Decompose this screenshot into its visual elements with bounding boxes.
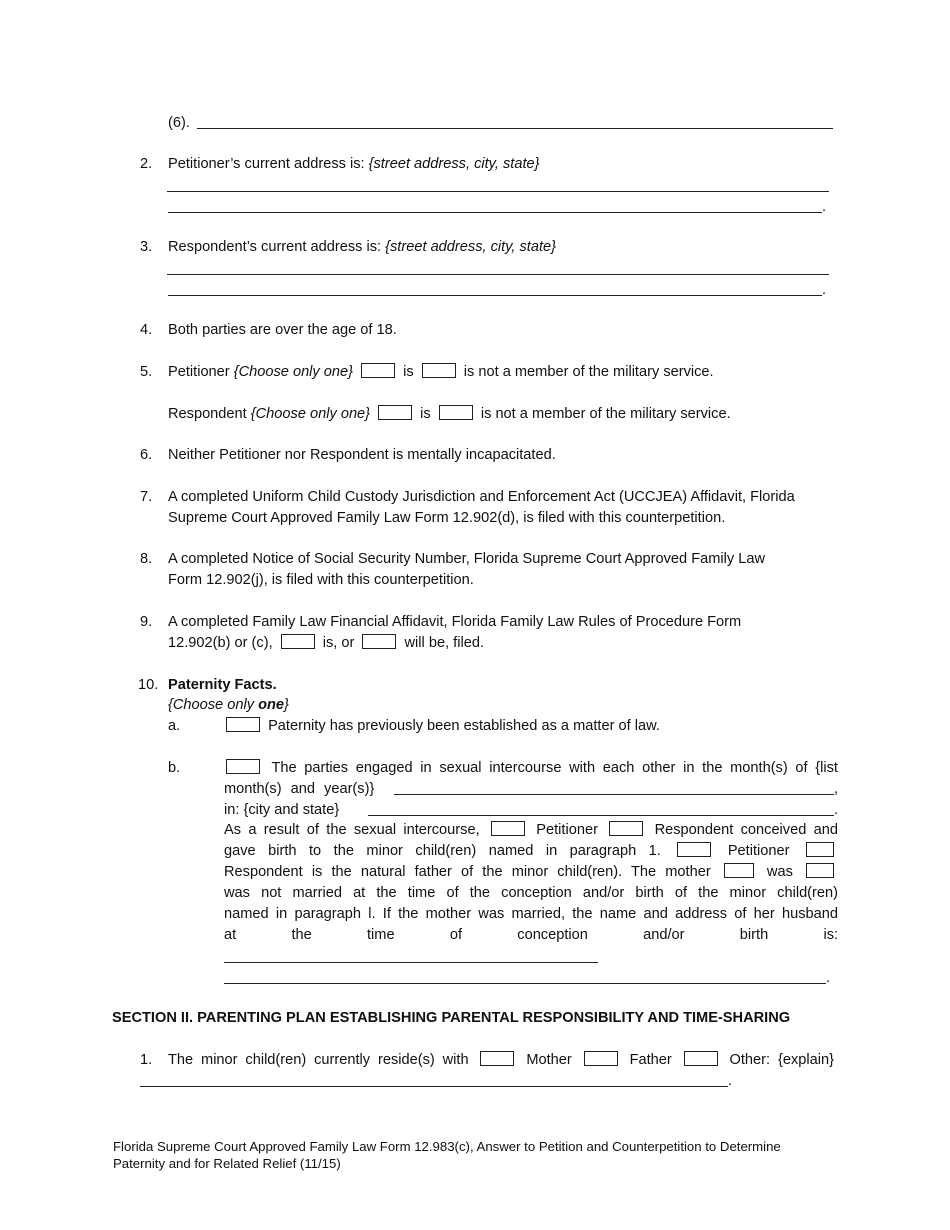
husband-info-line-1[interactable] bbox=[224, 962, 598, 963]
item-6-text: Neither Petitioner nor Respondent is mentally incapacitated. bbox=[168, 447, 556, 463]
petitioner-address-line-1[interactable] bbox=[167, 191, 829, 192]
item-7-line-2: Supreme Court Approved Family Law Form 12.902(d), is filed with this counterpetition. bbox=[168, 510, 726, 526]
item-4-text: Both parties are over the age of 18. bbox=[168, 322, 397, 338]
section-2-heading: SECTION II. PARENTING PLAN ESTABLISHING PARENTAL RESPONSIBILITY AND TIME-SHARING bbox=[112, 1010, 791, 1026]
section-2-item-1-row: The minor child(ren) currently reside(s) with Mother Father Other: {explain} bbox=[168, 1052, 834, 1068]
item-6-number: 6. bbox=[140, 447, 153, 463]
item-5-petitioner-row: Petitioner {Choose only one} is is not a member of the military service. bbox=[168, 364, 714, 380]
item-6-label: (6). bbox=[168, 115, 190, 131]
item-3-text: Respondent’s current address is: {street address, city, state} bbox=[168, 239, 557, 255]
reside-with-other-checkbox[interactable] bbox=[684, 1051, 718, 1066]
father-respondent-checkbox[interactable] bbox=[806, 842, 834, 857]
months-years-line[interactable] bbox=[394, 794, 834, 795]
item-8-line-2: Form 12.902(j), is filed with this counterpetition. bbox=[168, 572, 474, 588]
item-8-line-1: A completed Notice of Social Security Number, Florida Supreme Court Approved Family Law bbox=[168, 551, 765, 567]
item-10a-label: a. bbox=[168, 718, 181, 734]
period: . bbox=[834, 802, 839, 818]
conceived-petitioner-checkbox[interactable] bbox=[491, 821, 525, 836]
respondent-is-military-checkbox[interactable] bbox=[378, 405, 412, 420]
item-10b-line-9: at the time of conception and/or birth is: bbox=[224, 927, 839, 943]
footer-line-2: Paternity and for Related Relief (11/15) bbox=[113, 1156, 341, 1171]
item-3-number: 3. bbox=[140, 239, 153, 255]
choose-only-one-note: {Choose only one} bbox=[168, 697, 289, 713]
sexual-intercourse-checkbox[interactable] bbox=[226, 759, 260, 774]
financial-affidavit-is-filed-checkbox[interactable] bbox=[281, 634, 315, 649]
item-10b-line-7: was not married at the time of the conception and/or birth of the minor child(ren) bbox=[224, 885, 838, 901]
father-petitioner-checkbox[interactable] bbox=[677, 842, 711, 857]
mother-was-checkbox[interactable] bbox=[724, 863, 754, 878]
item-9-line-2: 12.902(b) or (c), is, or will be, filed. bbox=[168, 635, 485, 651]
item-7-number: 7. bbox=[140, 489, 153, 505]
footer-line-1: Florida Supreme Court Approved Family Law Form 12.983(c), Answer to Petition and Counterpetition to Determine bbox=[113, 1139, 781, 1154]
item-6-line[interactable] bbox=[197, 128, 833, 129]
section-2-item-1-number: 1. bbox=[140, 1052, 153, 1068]
item-2-text: Petitioner’s current address is: {street address, city, state} bbox=[168, 156, 540, 172]
item-4-number: 4. bbox=[140, 322, 153, 338]
period: . bbox=[822, 199, 827, 215]
item-9-line-1: A completed Family Law Financial Affidavit, Florida Family Law Rules of Procedure Form bbox=[168, 614, 742, 630]
period: . bbox=[826, 970, 831, 986]
item-5-respondent-row: Respondent {Choose only one} is is not a member of the military service. bbox=[168, 406, 731, 422]
reside-explain-line[interactable] bbox=[140, 1086, 728, 1087]
item-10b-line-5: gave birth to the minor child(ren) named in paragraph 1. Petitioner bbox=[224, 841, 838, 862]
reside-with-father-checkbox[interactable] bbox=[584, 1051, 618, 1066]
period: . bbox=[822, 282, 827, 298]
comma: , bbox=[834, 781, 839, 797]
item-10b-line-4: As a result of the sexual intercourse, Petitioner Respondent conceived and bbox=[224, 822, 838, 838]
item-7-line-1: A completed Uniform Child Custody Jurisdiction and Enforcement Act (UCCJEA) Affidavit, Florida bbox=[168, 489, 795, 505]
item-10b-label: b. bbox=[168, 760, 181, 776]
mother-was-not-checkbox[interactable] bbox=[806, 863, 834, 878]
item-10-number: 10. bbox=[138, 677, 159, 693]
item-10b-line-8: named in paragraph l. If the mother was married, the name and address of her husband bbox=[224, 906, 838, 922]
item-10b-line-6: Respondent is the natural father of the minor child(ren). The mother was bbox=[224, 862, 838, 883]
item-2-number: 2. bbox=[140, 156, 153, 172]
petitioner-is-military-checkbox[interactable] bbox=[361, 363, 395, 378]
reside-with-mother-checkbox[interactable] bbox=[480, 1051, 514, 1066]
paternity-established-checkbox[interactable] bbox=[226, 717, 260, 732]
item-9-number: 9. bbox=[140, 614, 153, 630]
item-5-number: 5. bbox=[140, 364, 153, 380]
husband-info-line-2[interactable] bbox=[224, 983, 826, 984]
respondent-address-line-1[interactable] bbox=[167, 274, 829, 275]
petitioner-not-military-checkbox[interactable] bbox=[422, 363, 456, 378]
paternity-facts-heading: Paternity Facts. bbox=[168, 677, 277, 693]
petitioner-address-line-2[interactable] bbox=[168, 212, 822, 213]
financial-affidavit-will-be-filed-checkbox[interactable] bbox=[362, 634, 396, 649]
conceived-respondent-checkbox[interactable] bbox=[609, 821, 643, 836]
item-10b-line-2: month(s) and year(s)} bbox=[224, 781, 375, 797]
respondent-address-line-2[interactable] bbox=[168, 295, 822, 296]
respondent-not-military-checkbox[interactable] bbox=[439, 405, 473, 420]
item-10a-row: Paternity has previously been established as a matter of law. bbox=[224, 716, 660, 736]
item-8-number: 8. bbox=[140, 551, 153, 567]
period: . bbox=[728, 1073, 733, 1089]
city-state-line[interactable] bbox=[368, 815, 834, 816]
item-10b-line-1: The parties engaged in sexual intercourse with each other in the month(s) of {list bbox=[224, 758, 838, 779]
item-10b-line-3: in: {city and state} bbox=[224, 802, 340, 818]
